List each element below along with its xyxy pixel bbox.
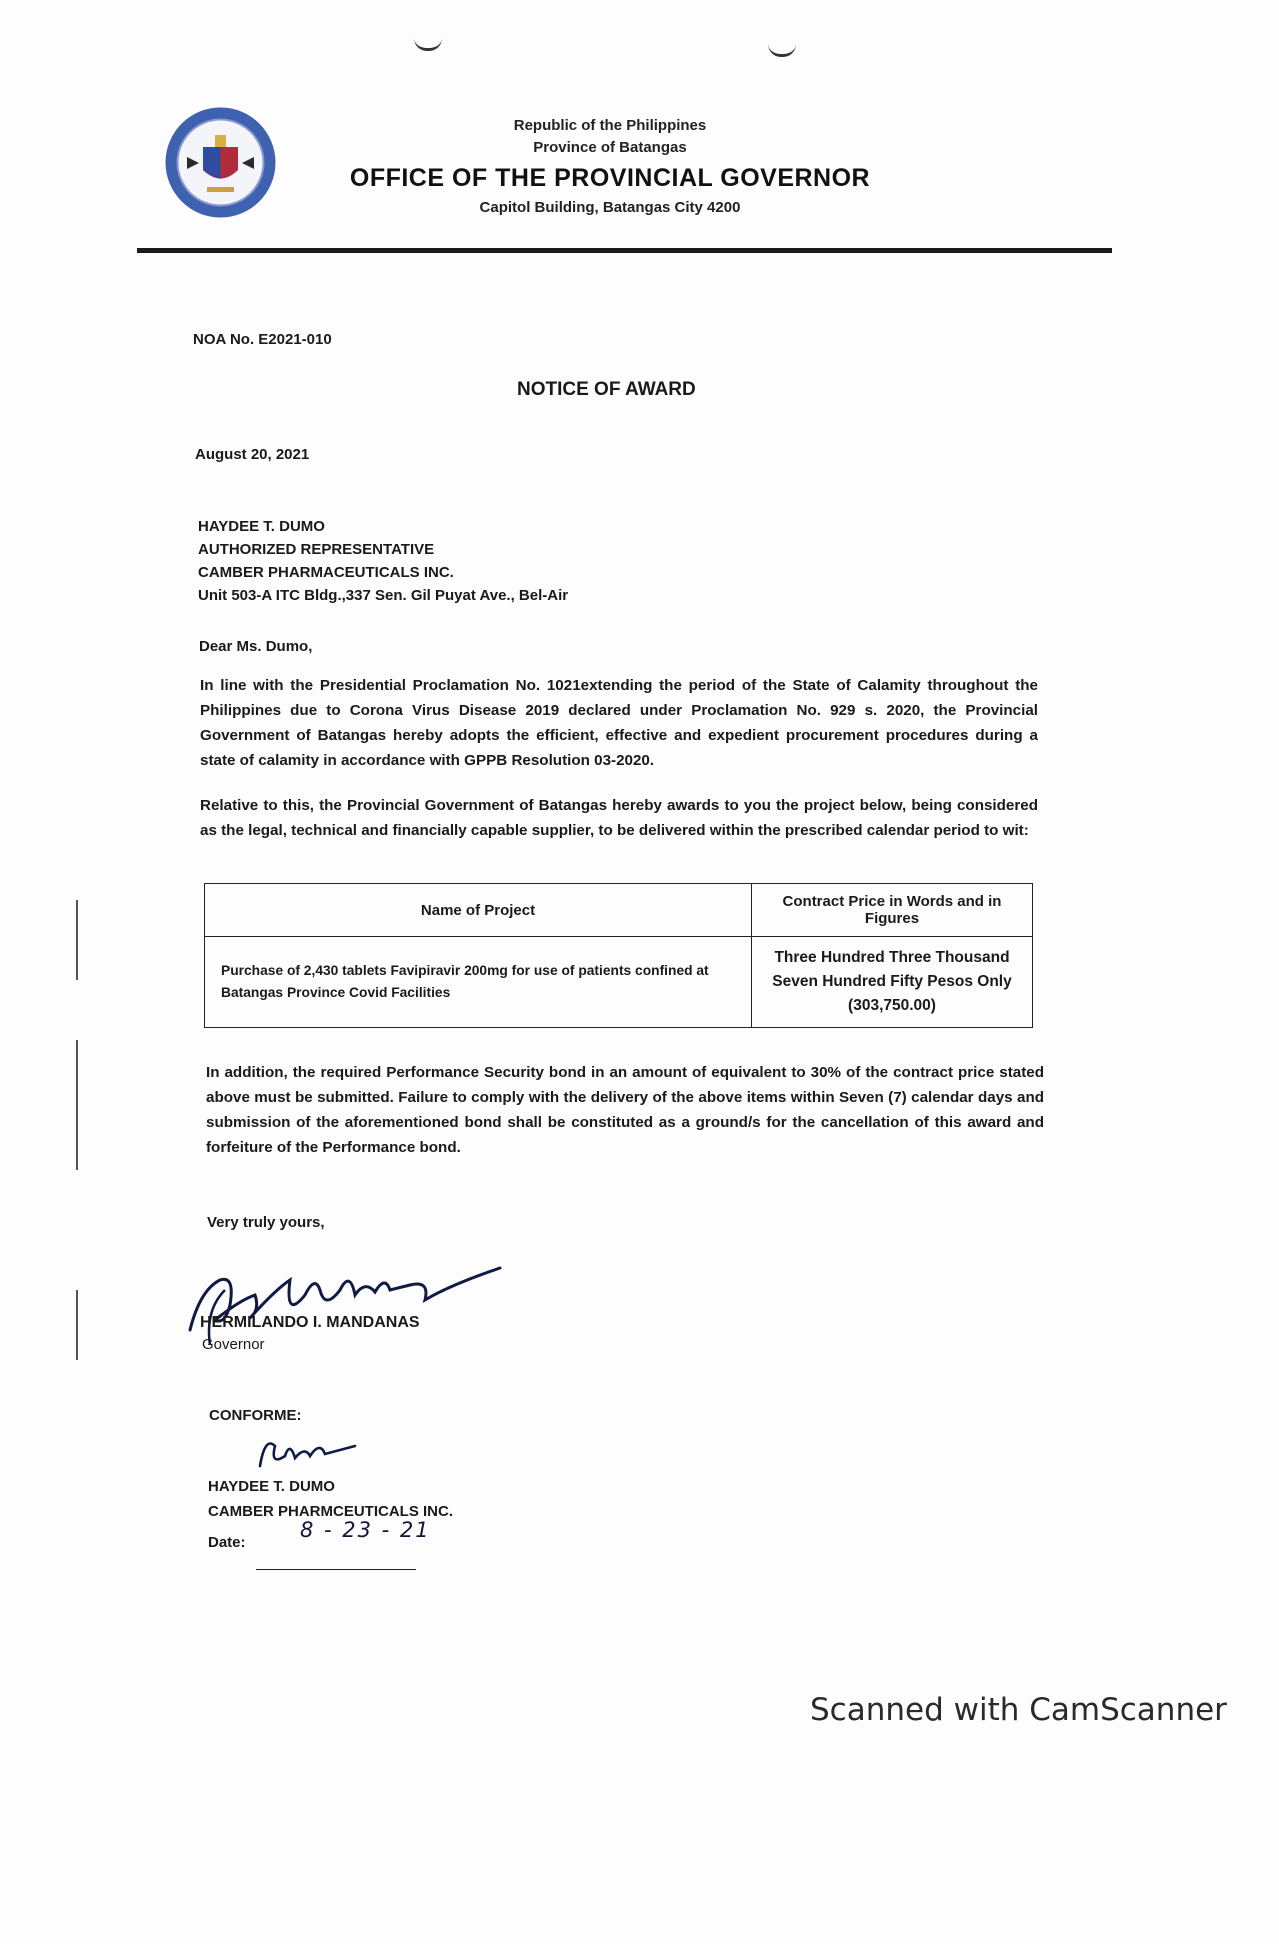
paragraph-proclamation: In line with the Presidential Proclamation No. 1021extending the period of the State of Calamity throughout the Philippines due to Corona Virus Disease 2019 declared under Proclamation No. 929 s. 2020, the Provincial Government of Batangas hereby adopts the efficient, effective and expedient procurement procedures during a state of calamity in accordance with GPPB Resolution 03-2020.	[200, 677, 1038, 769]
project-name-cell: Purchase of 2,430 tablets Favipiravir 200mg for use of patients confined at Batangas Province Covid Facilities	[205, 937, 752, 1028]
letterhead-office: OFFICE OF THE PROVINCIAL GOVERNOR	[349, 164, 871, 192]
scan-margin-mark	[76, 1040, 78, 1170]
scan-margin-mark	[76, 1290, 78, 1360]
letterhead-rule	[137, 248, 1112, 253]
letterhead-province: Province of Batangas	[533, 139, 687, 156]
closing: Very truly yours,	[207, 1214, 325, 1231]
salutation: Dear Ms. Dumo,	[199, 638, 313, 655]
price-in-words: Three Hundred Three Thousand Seven Hundred Fifty Pesos Only	[772, 949, 1012, 990]
award-table	[204, 883, 1033, 1028]
conforme-date-value: 8 - 23 - 21	[300, 1518, 431, 1542]
scanner-watermark: Scanned with CamScanner	[810, 1692, 1227, 1728]
scan-margin-mark	[76, 900, 78, 980]
conforme-date-label: Date:	[208, 1534, 246, 1551]
header-project: Name of Project	[205, 884, 752, 937]
letterhead-address: Capitol Building, Batangas City 4200	[479, 199, 741, 216]
conforme-signature-image	[250, 1426, 360, 1476]
price-in-figures: (303,750.00)	[848, 997, 936, 1014]
noa-number: NOA No. E2021-010	[193, 331, 332, 348]
recipient-company: CAMBER PHARMACEUTICALS INC.	[198, 564, 454, 581]
provincial-seal-icon	[163, 105, 278, 220]
recipient-address: Unit 503-A ITC Bldg.,337 Sen. Gil Puyat Ave., Bel-Air	[198, 587, 569, 604]
paragraph-award: Relative to this, the Provincial Government of Batangas hereby awards to you the project below, being considered as the legal, technical and financially capable supplier, to be delivered within the prescribed calendar period to wit:	[200, 797, 1038, 839]
punch-hole-mark	[414, 38, 442, 51]
award-table-header	[205, 884, 1033, 937]
letterhead-republic: Republic of the Philippines	[513, 117, 707, 134]
header-price: Contract Price in Words and in Figures	[752, 884, 1033, 937]
conforme-label: CONFORME:	[209, 1407, 302, 1424]
governor-signature-image	[180, 1250, 520, 1350]
conforme-name: HAYDEE T. DUMO	[208, 1478, 335, 1495]
paragraph-performance-bond: In addition, the required Performance Security bond in an amount of equivalent to 30% of the contract price stated above must be submitted. Failure to comply with the delivery of the above items within Seven (7) calendar days and submission of the aforementioned bond shall be constituted as a ground/s for the cancellation of this award and forfeiture of the Performance bond.	[206, 1064, 1044, 1156]
recipient-name: HAYDEE T. DUMO	[198, 518, 325, 535]
document-title: NOTICE OF AWARD	[517, 379, 696, 400]
contract-price-cell	[752, 937, 1033, 1028]
signatory-name: HERMILANDO I. MANDANAS	[200, 1314, 420, 1331]
date-line	[256, 1547, 416, 1570]
table-row	[205, 937, 1033, 1028]
letter-date: August 20, 2021	[195, 446, 310, 463]
recipient-position: AUTHORIZED REPRESENTATIVE	[198, 541, 435, 558]
punch-hole-mark	[768, 44, 796, 57]
signatory-title: Governor	[202, 1336, 265, 1353]
conforme-company: CAMBER PHARMCEUTICALS INC.	[208, 1503, 453, 1520]
